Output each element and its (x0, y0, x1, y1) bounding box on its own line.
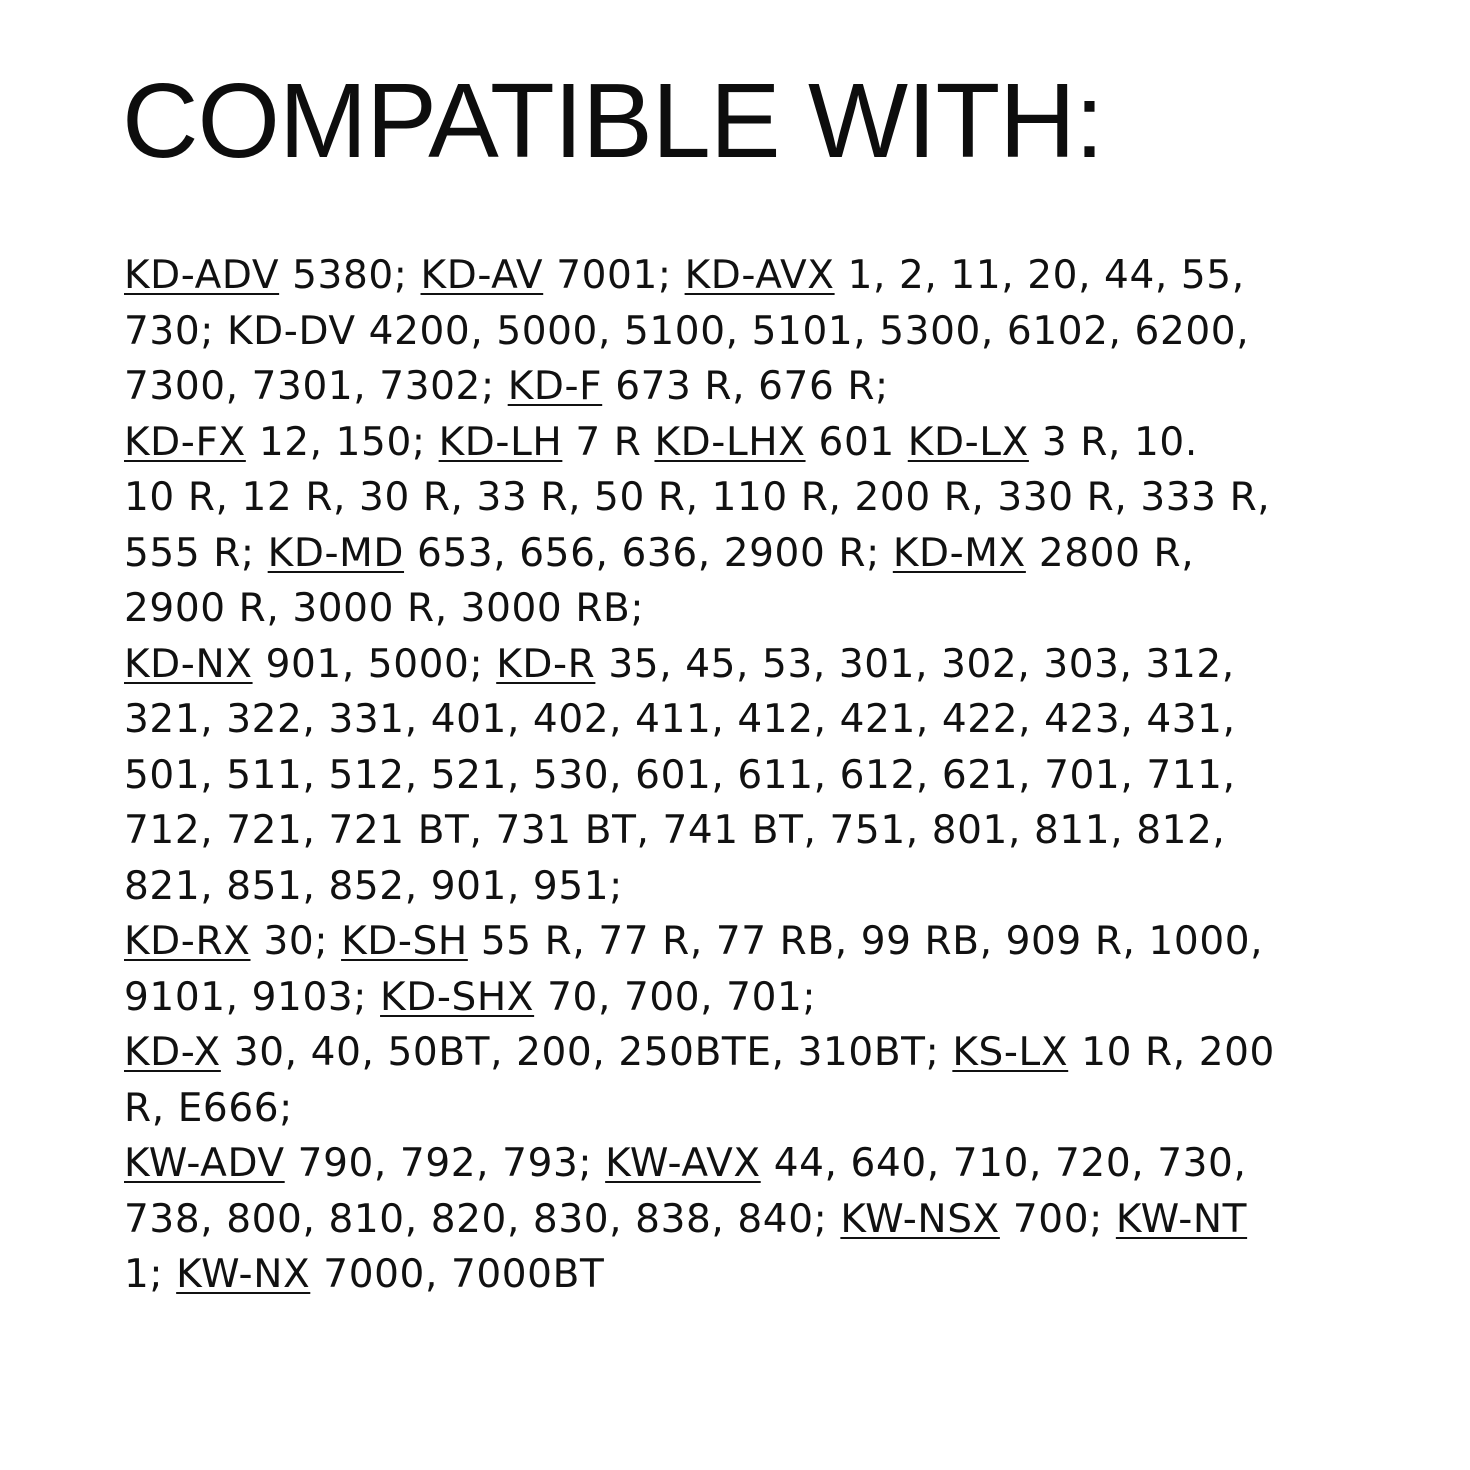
series-label: KD-LX (907, 419, 1029, 465)
model-list-line (124, 304, 1364, 360)
series-label: KD-R (496, 641, 596, 687)
model-numbers: 821, 851, 852, 901, 951; (124, 863, 623, 909)
model-numbers: 12, 150; (245, 419, 439, 465)
model-numbers: 7 R (562, 419, 655, 465)
series-label: KD-X (124, 1030, 221, 1075)
model-numbers: 10 R, 12 R, 30 R, 33 R, 50 R, 110 R, 200 R, 330 R, 333 R, (124, 475, 1271, 520)
model-numbers: 10 R, 200 (1068, 1030, 1275, 1075)
series-label: KD-AVX (684, 253, 835, 298)
model-numbers: 501, 511, 512, 521, 530, 601, 611, 612, 621, 701, 711, (124, 752, 1236, 798)
model-list-line (124, 1247, 1364, 1303)
model-list-line (124, 581, 1364, 637)
model-list-line (124, 637, 1364, 693)
model-list-line (124, 470, 1364, 526)
series-label: KS-LX (952, 1030, 1069, 1075)
model-list-line (124, 248, 1364, 304)
model-list-line (124, 859, 1364, 915)
series-label: KD-MD (267, 530, 405, 576)
model-list-line (124, 1136, 1364, 1192)
model-numbers: 5380; (279, 253, 421, 298)
series-label: KW-ADV (124, 1141, 285, 1186)
model-numbers: 738, 800, 810, 820, 830, 838, 840; (124, 1196, 841, 1242)
model-list-line (124, 803, 1364, 859)
series-label: KD-F (507, 364, 603, 409)
model-list-line (124, 692, 1364, 748)
model-numbers: 1, 2, 11, 20, 44, 55, (834, 253, 1245, 298)
series-label: KD-LHX (654, 419, 806, 465)
model-numbers: 1; (124, 1252, 177, 1297)
series-label: KD-NX (124, 641, 253, 687)
page-title: COMPATIBLE WITH: (122, 62, 1104, 180)
series-label: KD-LH (438, 419, 563, 465)
model-numbers: 44, 640, 710, 720, 730, (760, 1141, 1247, 1186)
series-label: KD-SHX (380, 974, 535, 1020)
model-numbers: 673 R, 676 R; (602, 364, 889, 409)
model-list-line (124, 748, 1364, 804)
model-numbers: 55 R, 77 R, 77 RB, 99 RB, 909 R, 1000, (467, 919, 1264, 964)
model-list-line (124, 359, 1364, 415)
series-label: KD-ADV (124, 253, 280, 298)
model-list-line (124, 1192, 1364, 1248)
model-numbers: 9101, 9103; (124, 974, 381, 1020)
model-list-line (124, 526, 1364, 582)
model-numbers: 700; (999, 1196, 1116, 1242)
model-numbers: 30, 40, 50BT, 200, 250BTE, 310BT; (220, 1030, 953, 1075)
series-label: KW-NX (176, 1252, 311, 1297)
model-numbers: 2800 R, (1025, 530, 1195, 576)
model-numbers: R, E666; (124, 1085, 293, 1131)
model-numbers: 70, 700, 701; (534, 974, 817, 1020)
model-numbers: 790, 792, 793; (284, 1141, 606, 1186)
model-numbers: 601 (805, 419, 908, 465)
model-numbers: 901, 5000; (252, 641, 497, 687)
model-list-line (124, 1081, 1364, 1137)
series-label: KD-SH (341, 919, 468, 964)
model-numbers: 730; KD-DV 4200, 5000, 5100, 5101, 5300, 6102, 6200, (124, 308, 1250, 354)
model-numbers: 30; (250, 919, 342, 964)
series-label: KD-RX (124, 919, 251, 964)
series-label: KW-NSX (840, 1196, 1000, 1242)
model-list-line (124, 1025, 1364, 1081)
model-numbers: 321, 322, 331, 401, 402, 411, 412, 421, 422, 423, 431, (124, 697, 1236, 742)
model-numbers: 712, 721, 721 BT, 731 BT, 741 BT, 751, 801, 811, 812, (124, 808, 1226, 853)
model-numbers: 653, 656, 636, 2900 R; (404, 530, 893, 576)
model-numbers: 35, 45, 53, 301, 302, 303, 312, (595, 641, 1235, 687)
series-label: KD-MX (892, 530, 1026, 576)
model-list-line (124, 970, 1364, 1026)
model-numbers: 3 R, 10. (1028, 419, 1198, 465)
model-numbers: 2900 R, 3000 R, 3000 RB; (124, 586, 645, 631)
model-list-line (124, 415, 1364, 471)
model-numbers: 7000, 7000BT (310, 1252, 605, 1297)
model-numbers: 7300, 7301, 7302; (124, 364, 508, 409)
model-numbers: 7001; (543, 253, 685, 298)
model-list-line (124, 914, 1364, 970)
series-label: KD-FX (124, 419, 246, 465)
model-numbers: 555 R; (124, 530, 268, 576)
model-list (124, 248, 1364, 1303)
series-label: KD-AV (420, 253, 544, 298)
series-label: KW-NT (1115, 1196, 1248, 1242)
series-label: KW-AVX (605, 1141, 761, 1186)
